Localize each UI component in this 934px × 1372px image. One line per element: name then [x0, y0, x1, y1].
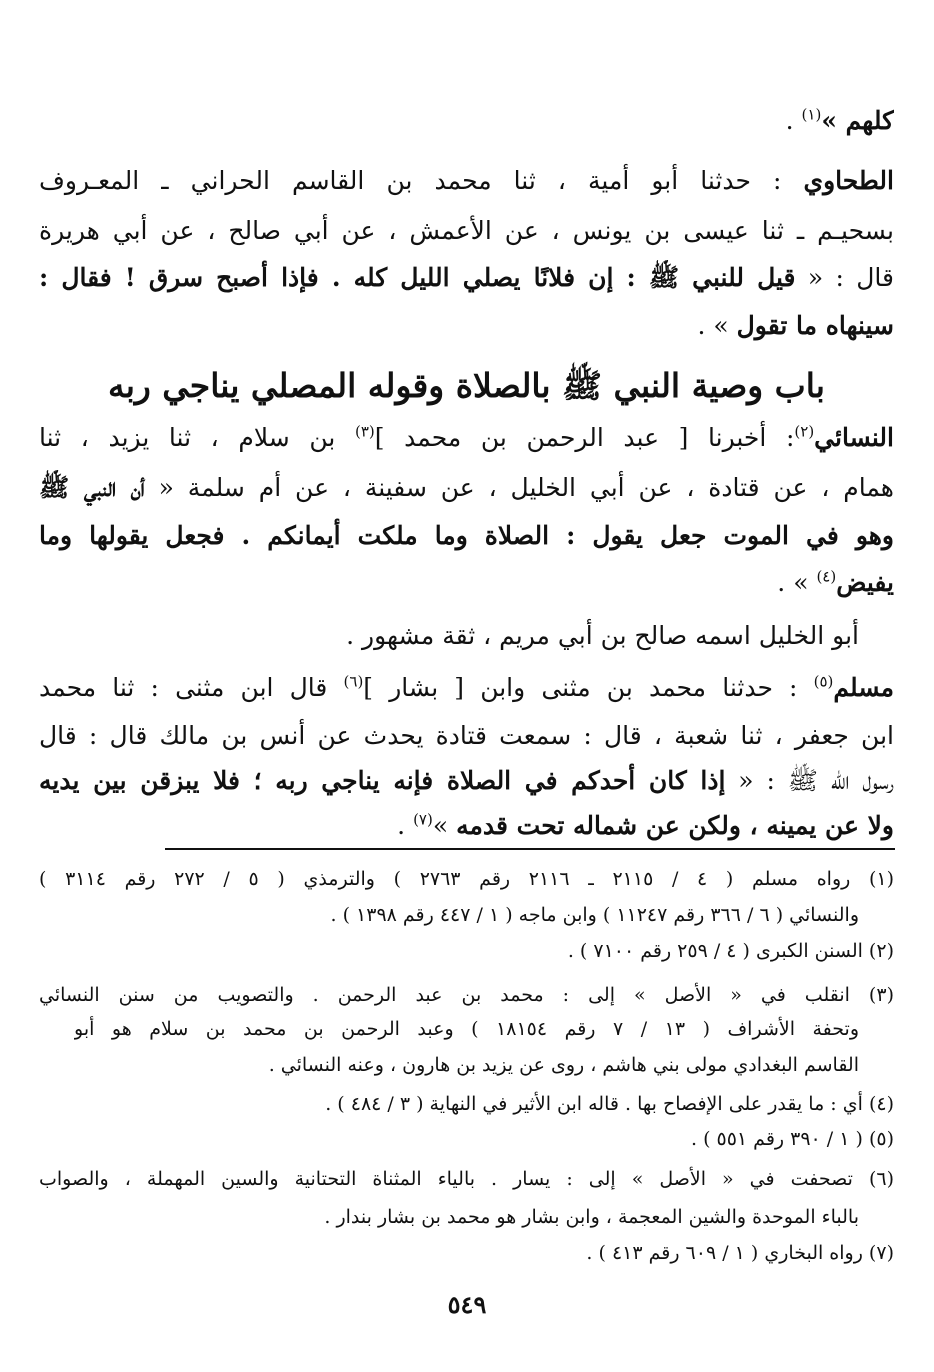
text: همام ، عن قتادة ، عن أبي الخليل ، عن سفينة ، عن أم سلمة « — [144, 473, 894, 502]
text: . — [785, 106, 802, 135]
text: : حدثنا أبو أمية ، ثنا محمد بن القاسم الحراني ـ المعـروف — [39, 166, 804, 195]
footnote-line: (٦) تصحفت في « الأصل » إلى : يسار . بالياء المثناة التحتانية والسين المهملة ، والصواب — [39, 1168, 894, 1190]
footnote-line: (١) رواه مسلم ( ٤ / ٢١١٥ ـ ٢١١٦ رقم ٢٧٦٣ ) والترمذي ( ٥ / ٢٧٢ رقم ٣١١٤ ) — [39, 868, 894, 890]
footnote-line: بالباء الموحدة والشين المعجمة ، وابن بشار هو محمد بن بشار بندار . — [324, 1206, 859, 1228]
text: ابن جعفر ، ثنا شعبة ، قال : سمعت قتادة يحدث عن أنس بن مالك قال : قال — [39, 721, 894, 750]
footnote-separator — [165, 848, 895, 850]
text-line — [39, 103, 894, 139]
text-line — [39, 163, 894, 199]
text-line — [39, 470, 894, 506]
text: قال ابن مثنى : ثنا محمد — [39, 673, 344, 702]
footnote-line: القاسم البغدادي مولى بني هاشم ، روى عن يزيد بن هارون ، وعنه النسائي . — [268, 1054, 859, 1076]
text-line — [39, 618, 859, 654]
text-line — [39, 670, 894, 706]
narrator-name: مسلم — [833, 673, 894, 702]
text-line — [39, 565, 894, 601]
footnote-marker: (٥) — [813, 672, 834, 691]
hadith-text: سينهاه ما تقول — [736, 311, 894, 340]
hadith-text: قيل للنبي ﷺ : إن فلانًا يصلي الليل كله . فإذا أصبح سرق ! فقال : — [39, 263, 796, 292]
text-line — [39, 308, 894, 344]
text: » — [432, 811, 457, 840]
footnote-line: (٤) أي : ما يقدر على الإفصاح بها . قاله ابن الأثير في النهاية ( ٣ / ٤٨٤ ) . — [325, 1093, 894, 1115]
footnote-line: والنسائي ( ٦ / ٣٦٦ رقم ١١٢٤٧ ) وابن ماجه ( ١ / ٤٤٧ رقم ١٣٩٨ ) . — [330, 904, 859, 926]
text: » . — [777, 568, 817, 597]
footnote-line: (٣) انقلب في « الأصل » إلى : محمد بن عبد الرحمن . والتصويب من سنن النسائي — [39, 984, 894, 1006]
text: أبو الخليل اسمه صالح بن أبي مريم ، ثقة مشهور . — [346, 621, 859, 650]
text: رسول الله ﷺ : « — [725, 766, 894, 795]
text-line — [39, 420, 894, 456]
text: : حدثنا محمد بن مثنى وابن [ بشار ] — [363, 673, 814, 702]
text-line — [39, 260, 894, 296]
hadith-text: أن النبي ﷺ — [39, 473, 145, 502]
narrator-name: النسائي — [814, 423, 894, 452]
hadith-text: إذا كان أحدكم في الصلاة فإنه يناجي ربه ؛ فلا يبزقن بين يديه — [39, 766, 726, 795]
footnote-marker: (٧) — [413, 810, 433, 829]
hadith-text: يفيض — [836, 568, 894, 597]
footnote-marker: (٦) — [343, 672, 364, 691]
chapter-heading: باب وصية النبي ﷺ بالصلاة وقوله المصلي يناجي ربه — [108, 366, 825, 405]
text-line — [39, 808, 894, 844]
footnote-marker: (٢) — [794, 422, 815, 441]
hadith-text: وهو في الموت جعل يقول : الصلاة وما ملكت أيمانكم . فجعل يقولها وما — [39, 521, 894, 550]
footnote-line: وتحفة الأشراف ( ١٣ / ٧ رقم ١٨١٥٤ ) وعبد الرحمن بن محمد بن سلام هو أبو — [74, 1018, 860, 1040]
text: » . — [697, 311, 737, 340]
footnote-marker: (٤) — [816, 567, 837, 586]
text: بسحيـم ـ ثنا عيسى بن يونس ، عن الأعمش ، عن أبي صالح ، عن أبي هريرة — [39, 216, 894, 245]
text-line — [39, 763, 894, 799]
footnote-line: (٧) رواه البخاري ( ١ / ٦٠٩ رقم ٤١٣ ) . — [586, 1242, 894, 1264]
footnote-marker: (٣) — [354, 422, 375, 441]
page-number: ٥٤٩ — [447, 1290, 487, 1319]
narrator-name: الطحاوي — [803, 166, 894, 195]
footnote-line: (٥) ( ١ / ٣٩٠ رقم ٥٥١ ) . — [690, 1128, 894, 1150]
text: . — [397, 811, 414, 840]
text: بن سلام ، ثنا يزيد ، ثنا — [39, 423, 355, 452]
text: قال : « — [795, 263, 894, 292]
text-bold: كلهم » — [821, 106, 894, 135]
text-line — [39, 213, 894, 249]
text: : أخبرنا [ عبد الرحمن بن محمد ] — [374, 423, 795, 452]
footnote-marker: (١) — [801, 105, 822, 124]
text-line — [39, 718, 894, 754]
hadith-text: ولا عن يمينه ، ولكن عن شماله تحت قدمه — [456, 811, 894, 840]
footnote-line: (٢) السنن الكبرى ( ٤ / ٢٥٩ رقم ٧١٠٠ ) . — [567, 940, 894, 962]
text-line — [39, 518, 894, 554]
